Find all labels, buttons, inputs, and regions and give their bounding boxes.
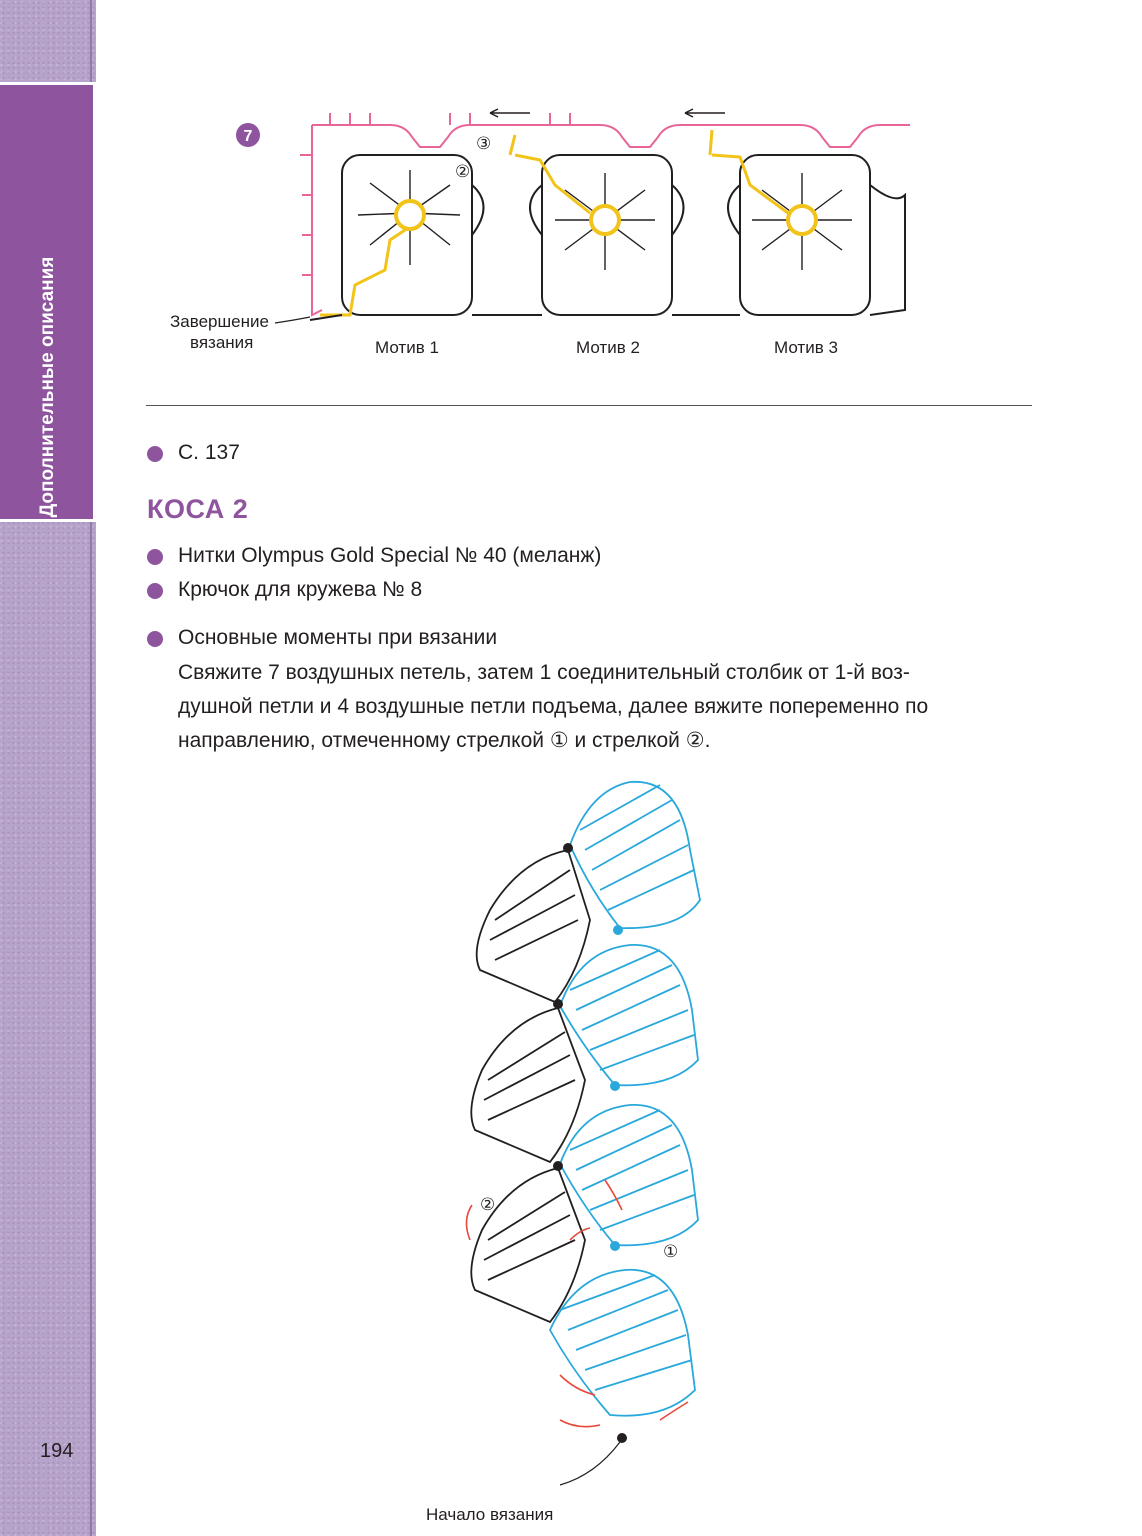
instructions <box>178 656 1038 758</box>
bullet <box>147 583 163 599</box>
pattern-title: КОСА 2 <box>147 494 249 524</box>
arrow-marker-1: ① <box>663 1242 679 1261</box>
blue-segments <box>550 782 700 1416</box>
bullet <box>147 549 163 565</box>
braid-diagram <box>410 770 750 1524</box>
instruction-line: Свяжите 7 воздушных петель, затем 1 соединительный столбик от 1-й воз- <box>178 661 910 684</box>
key-points-heading: Основные моменты при вязании <box>178 626 498 649</box>
page-number: 194 <box>40 1440 74 1462</box>
motif-label-1: Мотив 1 <box>375 338 439 357</box>
sidebar <box>0 0 96 1536</box>
end-label-line2: вязания <box>190 333 254 352</box>
section-tab <box>0 82 96 522</box>
section-tab-label: Дополнительные описания <box>37 256 58 518</box>
bullet <box>147 631 163 647</box>
instruction-line: душной петли и 4 воздушные петли подъема, далее вяжите попеременно по <box>178 695 929 718</box>
start-point <box>617 1433 627 1443</box>
direction-arrows <box>490 109 725 117</box>
arrow-marker-2: ② <box>480 1195 496 1214</box>
row-marker-3: ③ <box>476 134 492 153</box>
motif-3 <box>710 130 870 315</box>
black-segments <box>471 850 590 1322</box>
step-badge: 7 <box>243 128 253 145</box>
motif-label-3: Мотив 3 <box>774 338 838 357</box>
motif-label-2: Мотив 2 <box>576 338 640 357</box>
material-yarn: Нитки Olympus Gold Special № 40 (меланж) <box>178 544 602 567</box>
instruction-line: направлению, отмеченному стрелкой ① и стрелкой ②. <box>178 729 711 752</box>
material-hook: Крючок для кружева № 8 <box>178 578 423 601</box>
motif-1 <box>320 155 472 315</box>
start-label: Начало вязания <box>426 1505 554 1524</box>
bullet <box>147 446 163 462</box>
end-label-line1: Завершение <box>170 312 269 331</box>
row-marker-2: ② <box>455 162 471 181</box>
motif-strip-diagram <box>150 95 1050 385</box>
page-ref: С. 137 <box>178 441 240 464</box>
section-divider <box>146 405 1032 406</box>
